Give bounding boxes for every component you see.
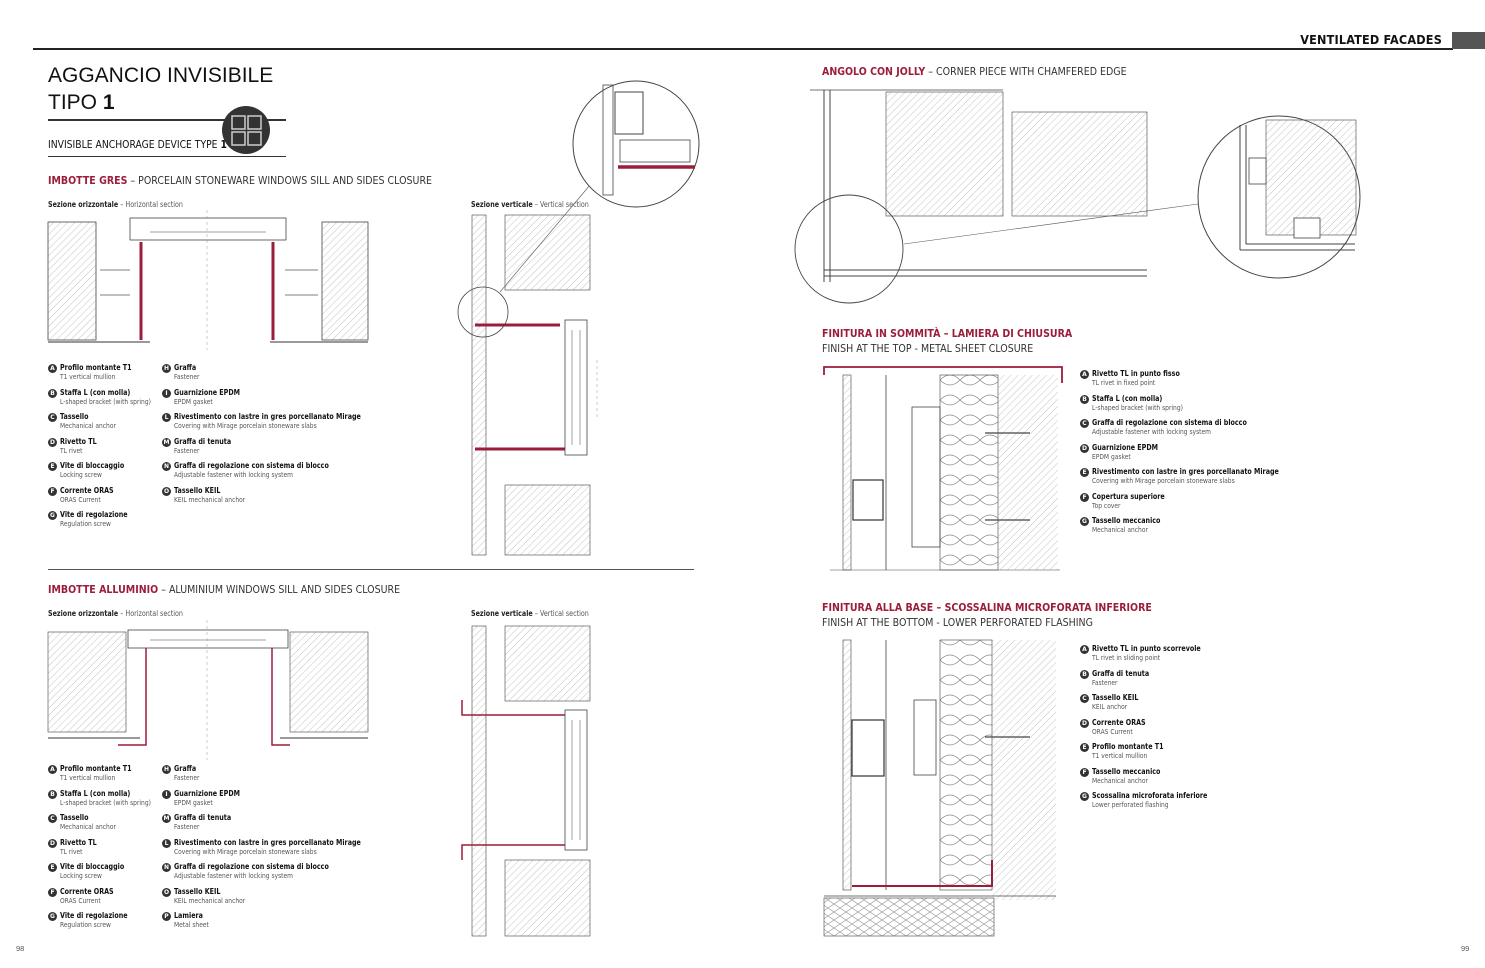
legend-translation: Metal sheet: [174, 921, 209, 929]
legend-translation: Mechanical anchor: [60, 823, 116, 831]
page-number-left: 98: [16, 944, 25, 953]
section-alu-red: IMBOTTE ALLUMINIO: [48, 583, 159, 596]
legend-label: Copertura superiore: [1092, 491, 1165, 501]
legend-translation: Covering with Mirage porcelain stoneware slabs: [174, 847, 317, 856]
legend-key-badge: D: [48, 839, 57, 848]
legend-key-badge: P: [162, 912, 171, 921]
legend-key-badge: A: [48, 765, 57, 774]
legend-label: Staffa L (con molla): [60, 788, 131, 798]
legend-translation: Mechanical anchor: [1092, 776, 1148, 785]
caption-bold: Sezione verticale: [471, 609, 533, 618]
caption-rest: – Vertical section: [532, 200, 589, 209]
legend-label: Rivetto TL in punto scorrevole: [1092, 644, 1201, 653]
caption-bold: Sezione verticale: [471, 200, 533, 209]
legend-key-badge: D: [48, 438, 57, 447]
legend-key-badge: H: [163, 766, 170, 773]
legend-label: Staffa L (con molla): [60, 387, 131, 397]
section-alu-rest: – ALUMINIUM WINDOWS SILL AND SIDES CLOSURE: [158, 583, 401, 596]
legend-key-badge: A: [1080, 370, 1089, 379]
legend-translation: ORAS Current: [60, 495, 101, 504]
legend-translation: Top cover: [1092, 501, 1121, 510]
legend-label: Profilo montante T1: [1092, 742, 1164, 751]
legend-translation: TL rivet: [60, 446, 83, 455]
legend-translation: TL rivet in fixed point: [1092, 379, 1156, 387]
legend-key-badge: C: [1080, 694, 1089, 703]
legend-translation: ORAS Current: [60, 896, 101, 905]
legend-translation: Adjustable fastener with locking system: [174, 471, 293, 479]
caption-bold: Sezione orizzontale: [48, 200, 119, 209]
legend-key-badge: E: [1080, 468, 1089, 477]
gres-detail-magnifier: [573, 81, 699, 207]
legend-label: Profilo montante T1: [60, 764, 132, 773]
legend-label: Rivestimento con lastre in gres porcellanato Mirage: [174, 412, 361, 421]
section-top-red: FINITURA IN SOMMITÀ – LAMIERA DI CHIUSURA: [822, 327, 1073, 340]
legend-key-badge: H: [163, 365, 170, 372]
page-number-right: 99: [1461, 944, 1470, 953]
legend-label: Scossalina microforata inferiore: [1092, 791, 1208, 800]
legend-label: Graffa di tenuta: [174, 813, 232, 822]
legend-translation: Fastener: [174, 373, 200, 381]
legend-translation: Fastener: [174, 823, 200, 831]
subtitle-prefix: INVISIBLE ANCHORAGE DEVICE TYPE: [48, 139, 221, 151]
alu-horizontal-section: [48, 620, 368, 760]
legend-label: Tassello: [60, 813, 89, 822]
top-finish-section: [824, 367, 1062, 570]
legend-translation: Fastener: [174, 774, 200, 782]
legend-key-badge: C: [48, 814, 57, 823]
legend-label: Profilo montante T1: [60, 363, 132, 372]
legend-label: Tassello KEIL: [1092, 693, 1139, 702]
legend-key-badge: G: [1080, 792, 1089, 801]
legend-label: Graffa di regolazione con sistema di blocco: [1092, 418, 1247, 427]
section-gres-rest: – PORCELAIN STONEWARE WINDOWS SILL AND SIDES CLOSURE: [127, 174, 433, 187]
legend-label: Rivestimento con lastre in gres porcellanato Mirage: [174, 837, 361, 847]
legend-translation: Regulation screw: [60, 520, 111, 528]
legend-label: Corrente ORAS: [1092, 717, 1146, 727]
legend-label: Graffa: [174, 363, 197, 372]
legend-translation: KEIL mechanical anchor: [174, 495, 246, 504]
legend-key-badge: L: [162, 839, 171, 848]
caption-rest: – Vertical section: [532, 609, 589, 618]
legend-key-badge: I: [162, 790, 171, 799]
legend-label: Graffa: [174, 764, 197, 773]
legend-label: Lamiera: [174, 911, 203, 920]
legend-key-badge: N: [163, 463, 170, 470]
legend-translation: EPDM gasket: [174, 798, 213, 807]
legend-key-badge: E: [1080, 743, 1089, 752]
legend-label: Vite di bloccaggio: [60, 862, 125, 871]
legend-key-badge: N: [163, 864, 170, 871]
section-base-red: FINITURA ALLA BASE – SCOSSALINA MICROFORATA INFERIORE: [822, 601, 1152, 614]
legend-key-badge: G: [48, 511, 57, 520]
legend-key-badge: E: [48, 863, 57, 872]
gres-horizontal-section: [48, 210, 368, 350]
tile-logo-icon: [222, 106, 270, 154]
legend-label: Tassello meccanico: [1092, 516, 1161, 525]
legend-translation: Covering with Mirage porcelain stoneware slabs: [174, 422, 317, 430]
legend-key-badge: F: [48, 487, 57, 496]
legend-key-badge: A: [48, 364, 57, 373]
title-type-number: 1: [102, 91, 115, 114]
legend-label: Vite di regolazione: [60, 510, 128, 519]
legend-label: Graffa di regolazione con sistema di blocco: [174, 862, 329, 871]
legend-translation: Fastener: [174, 446, 200, 455]
legend-key-badge: B: [1080, 670, 1089, 679]
legend-key-badge: C: [48, 413, 57, 422]
legend-key-badge: D: [1080, 444, 1089, 453]
legend-label: Tassello KEIL: [174, 485, 221, 495]
legend-translation: TL rivet: [60, 847, 83, 856]
legend-label: Staffa L (con molla): [1092, 393, 1163, 403]
legend-key-badge: F: [1080, 768, 1089, 777]
title-line-1: AGGANCIO INVISIBILE: [48, 64, 274, 87]
legend-translation: L-shaped bracket (with spring): [1092, 403, 1183, 412]
legend-translation: Mechanical anchor: [60, 422, 116, 430]
legend-label: Guarnizione EPDM: [174, 788, 240, 798]
jolly-corner-section: [795, 90, 1198, 303]
legend-key-badge: D: [1080, 719, 1089, 728]
legend-key-badge: M: [163, 438, 170, 446]
section-gres-red: IMBOTTE GRES: [48, 174, 128, 187]
legend-translation: Adjustable fastener with locking system: [174, 872, 293, 880]
caption-rest: – Horizontal section: [118, 609, 183, 618]
legend-translation: EPDM gasket: [1092, 452, 1131, 461]
legend-translation: ORAS Current: [1092, 727, 1133, 736]
legend-translation: T1 vertical mullion: [60, 774, 116, 782]
legend-key-badge: F: [1080, 493, 1089, 502]
legend-translation: Adjustable fastener with locking system: [1092, 428, 1211, 436]
legend-key-badge: E: [48, 462, 57, 471]
legend-translation: Locking screw: [60, 471, 102, 479]
legend-label: Tassello meccanico: [1092, 766, 1161, 776]
legend-label: Rivetto TL in punto fisso: [1092, 369, 1180, 378]
legend-label: Graffa di tenuta: [174, 436, 232, 446]
legend-translation: TL rivet in sliding point: [1092, 654, 1161, 662]
legend-translation: KEIL mechanical anchor: [174, 896, 246, 905]
legend-label: Vite di regolazione: [60, 911, 128, 920]
legend-translation: Locking screw: [60, 872, 102, 880]
legend-translation: Regulation screw: [60, 921, 111, 929]
legend-translation: L-shaped bracket (with spring): [60, 798, 151, 807]
legend-label: Graffa di regolazione con sistema di blocco: [174, 461, 329, 470]
title-line-2-prefix: TIPO: [48, 91, 103, 114]
legend-label: Tassello: [60, 412, 89, 421]
legend-label: Guarnizione EPDM: [1092, 442, 1158, 452]
legend-key-badge: G: [1080, 517, 1089, 526]
legend-translation: KEIL anchor: [1092, 703, 1128, 711]
legend-translation: T1 vertical mullion: [60, 373, 116, 381]
legend-key-badge: I: [162, 389, 171, 398]
legend-key-badge: G: [48, 912, 57, 921]
alu-vertical-section: [462, 626, 590, 936]
legend-translation: Mechanical anchor: [1092, 526, 1148, 534]
gres-vertical-section: [458, 185, 597, 555]
base-finish-section: [824, 640, 1056, 936]
legend-label: Guarnizione EPDM: [174, 387, 240, 397]
legend-label: Graffa di tenuta: [1092, 668, 1150, 678]
legend-key-badge: O: [163, 487, 170, 495]
header-section-title: VENTILATED FACADES: [1300, 32, 1442, 47]
legend-label: Corrente ORAS: [60, 485, 114, 495]
legend-translation: Lower perforated flashing: [1092, 801, 1169, 809]
section-jolly-red: ANGOLO CON JOLLY: [822, 65, 926, 78]
legend-key-badge: L: [162, 413, 171, 422]
caption-bold: Sezione orizzontale: [48, 609, 119, 618]
caption-rest: – Horizontal section: [118, 200, 183, 209]
legend-translation: T1 vertical mullion: [1092, 752, 1148, 760]
jolly-detail-magnifier: [1198, 116, 1360, 278]
legend-label: Rivetto TL: [60, 837, 97, 847]
legend-key-badge: B: [1080, 395, 1089, 404]
subtitle-number: 1: [220, 139, 227, 151]
legend-label: Rivestimento con lastre in gres porcellanato Mirage: [1092, 467, 1279, 476]
legend-key-badge: B: [48, 790, 57, 799]
legend-key-badge: O: [163, 888, 170, 896]
legend-translation: EPDM gasket: [174, 397, 213, 406]
legend-key-badge: F: [48, 888, 57, 897]
legend-label: Tassello KEIL: [174, 886, 221, 896]
legend-translation: L-shaped bracket (with spring): [60, 397, 151, 406]
section-jolly-rest: – CORNER PIECE WITH CHAMFERED EDGE: [925, 65, 1127, 78]
legend-translation: Covering with Mirage porcelain stoneware slabs: [1092, 477, 1235, 485]
legend-translation: Fastener: [1092, 678, 1118, 687]
legend-key-badge: A: [1080, 645, 1089, 654]
section-subtitle-top: FINISH AT THE TOP - METAL SHEET CLOSURE: [822, 342, 1034, 355]
legend-label: Vite di bloccaggio: [60, 461, 125, 470]
legend-key-badge: B: [48, 389, 57, 398]
section-subtitle-base: FINISH AT THE BOTTOM - LOWER PERFORATED FLASHING: [822, 616, 1093, 629]
legend-label: Corrente ORAS: [60, 886, 114, 896]
legend-key-badge: M: [163, 815, 170, 822]
legend-label: Rivetto TL: [60, 436, 97, 446]
legend-key-badge: C: [1080, 419, 1089, 428]
